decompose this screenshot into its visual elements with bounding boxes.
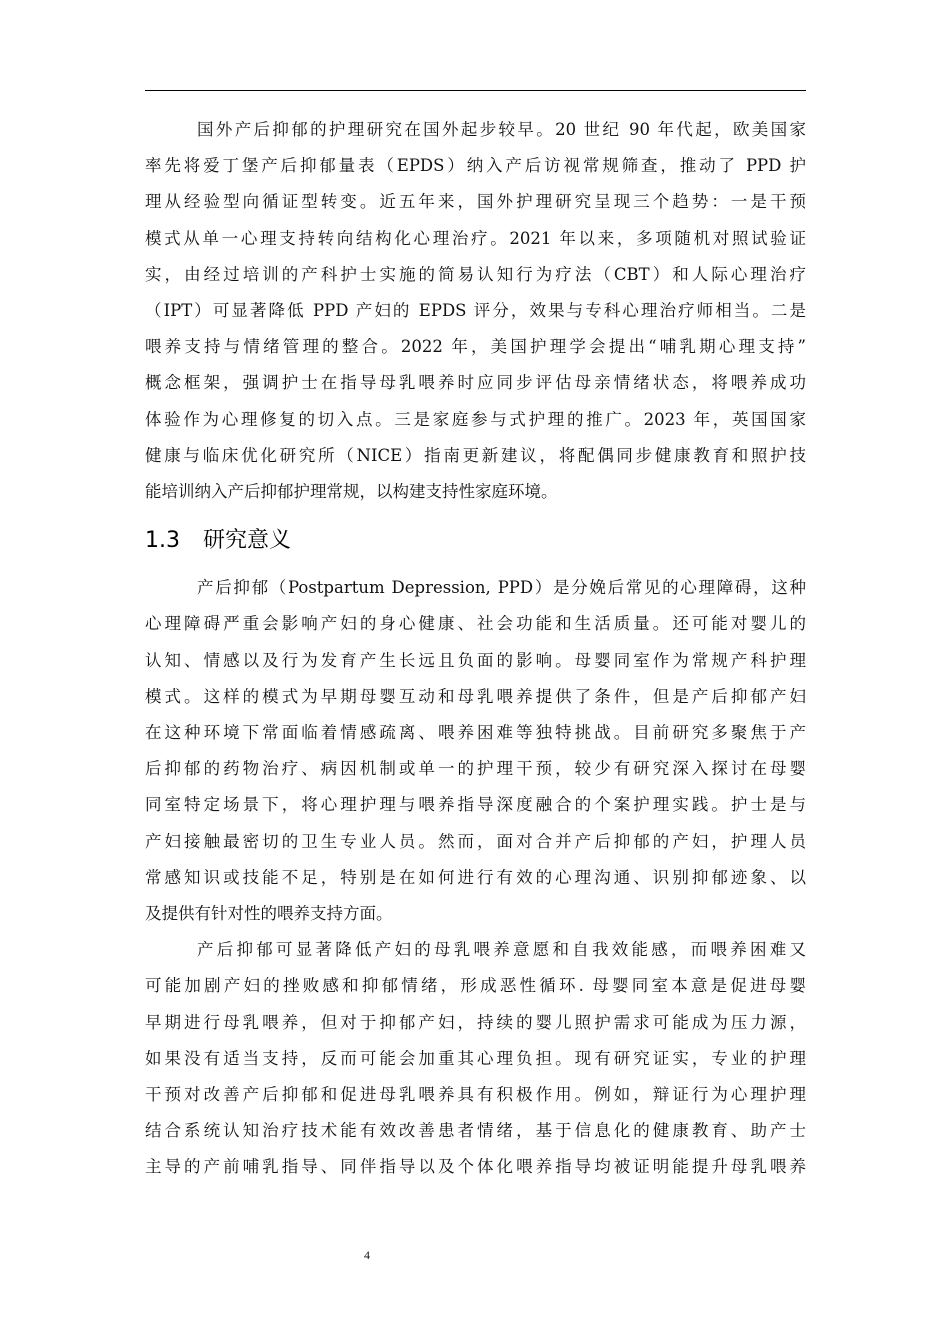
text-line: （IPT）可显著降低 PPD 产妇的 EPDS 评分，效果与专科心理治疗师相当。二是 — [145, 301, 806, 321]
text-line: 主导的产前哺乳指导、同伴指导以及个体化喂养指导均被证明能提升母乳喂养 — [145, 1157, 806, 1177]
text-line: 结合系统认知治疗技术能有效改善患者情绪，基于信息化的健康教育、助产士 — [145, 1121, 806, 1141]
header-rule — [145, 90, 806, 91]
text-line: 干预对改善产后抑郁和促进母乳喂养具有积极作用。例如，辩证行为心理护理 — [145, 1085, 806, 1105]
page-body — [145, 112, 806, 1186]
section-heading — [145, 526, 806, 556]
paragraph-overseas-research — [145, 112, 806, 510]
text-line: 产后抑郁（Postpartum Depression, PPD）是分娩后常见的心理障碍，这种 — [197, 578, 806, 598]
page-number: 4 — [364, 1248, 370, 1262]
text-line: 产后抑郁可显著降低产妇的母乳喂养意愿和自我效能感，而喂养困难又 — [197, 940, 806, 960]
section-number: 1.3 — [145, 528, 180, 554]
text-line: 率先将爱丁堡产后抑郁量表（EPDS）纳入产后访视常规筛查，推动了 PPD 护 — [145, 156, 806, 176]
text-line: 认知、情感以及行为发育产生长远且负面的影响。母婴同室作为常规产科护理 — [145, 650, 806, 670]
text-line: 喂养支持与情绪管理的整合。2022 年，美国护理学会提出“哺乳期心理支持” — [145, 337, 806, 357]
text-line: 可能加剧产妇的挫败感和抑郁情绪，形成恶性循环. 母婴同室本意是促进母婴 — [145, 976, 806, 996]
text-line: 早期进行母乳喂养，但对于抑郁产妇，持续的婴儿照护需求可能成为压力源， — [145, 1012, 806, 1032]
text-line: 体验作为心理修复的切入点。三是家庭参与式护理的推广。2023 年，英国国家 — [145, 409, 806, 429]
section-title: 研究意义 — [203, 528, 292, 554]
text-line: 及提供有针对性的喂养支持方面。 — [145, 904, 393, 924]
text-line: 能培训纳入产后抑郁护理常规，以构建支持性家庭环境。 — [145, 482, 558, 502]
text-line: 理从经验型向循证型转变。近五年来，国外护理研究呈现三个趋势：一是干预 — [145, 192, 806, 212]
text-line: 实，由经过培训的产科护士实施的简易认知行为疗法（CBT）和人际心理治疗 — [145, 264, 806, 284]
text-line: 模式从单一心理支持转向结构化心理治疗。2021 年以来，多项随机对照试验证 — [145, 228, 806, 248]
text-line: 产妇接触最密切的卫生专业人员。然而，面对合并产后抑郁的产妇，护理人员 — [145, 831, 806, 851]
text-line: 国外产后抑郁的护理研究在国外起步较早。20 世纪 90 年代起，欧美国家 — [197, 120, 806, 139]
paragraph-research-significance — [145, 570, 806, 932]
text-line: 模式。这样的模式为早期母婴互动和母乳喂养提供了条件，但是产后抑郁产妇 — [145, 686, 806, 706]
text-line: 如果没有适当支持，反而可能会加重其心理负担。现有研究证实，专业的护理 — [145, 1048, 806, 1068]
text-line: 健康与临床优化研究所（NICE）指南更新建议，将配偶同步健康教育和照护技 — [145, 445, 806, 465]
text-line: 同室特定场景下，将心理护理与喂养指导深度融合的个案护理实践。护士是与 — [145, 795, 806, 815]
text-line: 在这种环境下常面临着情感疏离、喂养困难等独特挑战。目前研究多聚焦于产 — [145, 723, 806, 743]
text-line: 常感知识或技能不足，特别是在如何进行有效的心理沟通、识别抑郁迹象、以 — [145, 867, 806, 887]
text-line: 后抑郁的药物治疗、病因机制或单一的护理干预，较少有研究深入探讨在母婴 — [145, 759, 806, 779]
text-line: 心理障碍严重会影响产妇的身心健康、社会功能和生活质量。还可能对婴儿的 — [145, 614, 806, 634]
paragraph-breastfeeding — [145, 932, 806, 1185]
text-line: 概念框架，强调护士在指导母乳喂养时应同步评估母亲情绪状态，将喂养成功 — [145, 373, 806, 393]
